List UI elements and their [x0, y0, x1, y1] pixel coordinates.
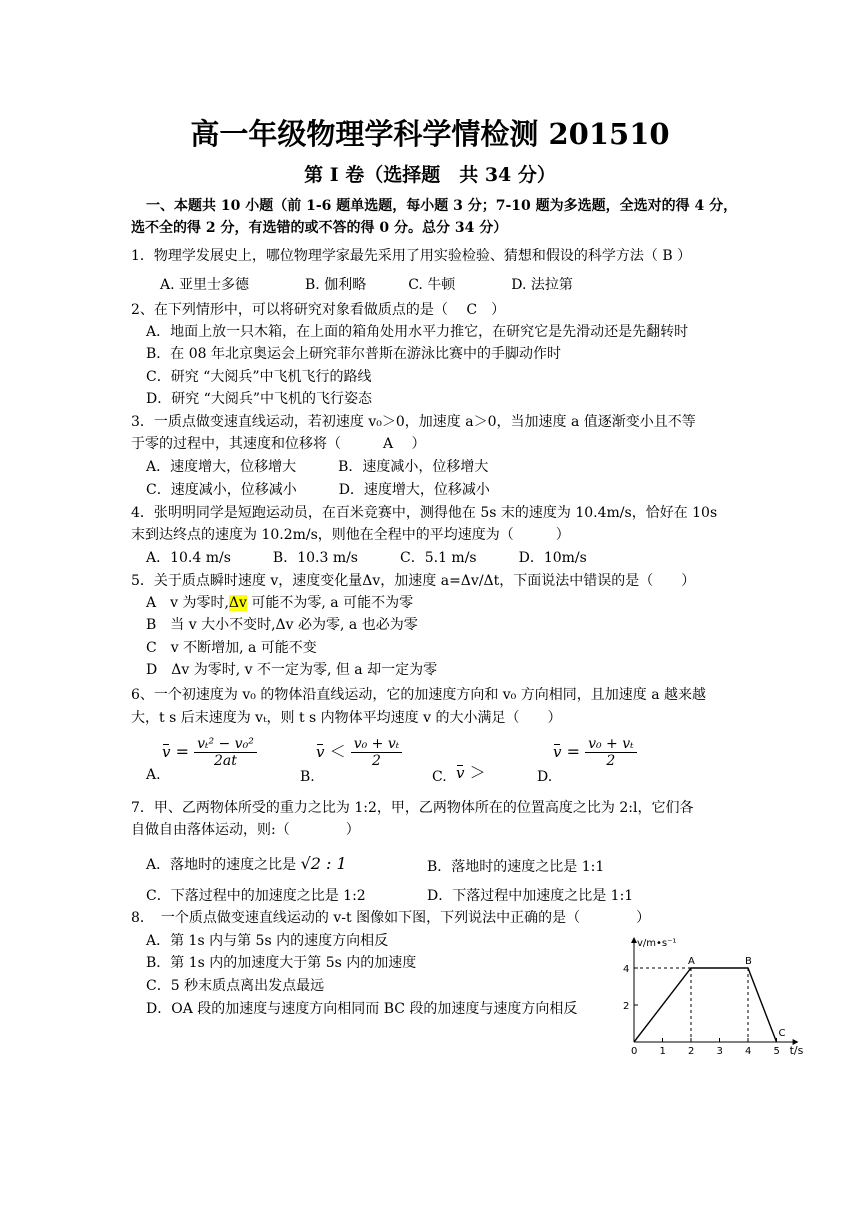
q6-d-den: 2 [606, 753, 616, 769]
x-tick-label: 2 [688, 1046, 695, 1057]
q6-d-fraction [585, 736, 637, 769]
q7-option-a [146, 853, 347, 876]
point-label-c: C [778, 1028, 786, 1039]
q6-c-label: C. [432, 769, 447, 785]
q4-stem-1: 4．张明明同学是短跑运动员，在百米竞赛中，测得他在 5s 末的速度为 10.4m/s，恰好在 10s [131, 505, 718, 521]
q6-vbar: v [162, 743, 171, 761]
q6-b-num: v₀ + vₜ [351, 736, 403, 753]
q6-d-label: D. [537, 769, 553, 785]
q6-eq: = [566, 742, 580, 761]
point-label-b: B [745, 956, 752, 967]
q6-a-fraction [194, 736, 257, 769]
q6-option-b-formula [316, 736, 402, 769]
q8-option-a: A．第 1s 内与第 5s 内的速度方向相反 [146, 933, 389, 949]
q3-stem-2: 于零的过程中，其速度和位移将（ A ） [131, 436, 426, 452]
q3-options-ab: A．速度增大，位移增大 B．速度减小，位移增大 [146, 459, 489, 475]
q6-stem-1: 6、一个初速度为 v₀ 的物体沿直线运动，它的加速度方向和 v₀ 方向相同，且加速度 a 越来越 [131, 687, 706, 703]
q2-stem: 2、在下列情形中，可以将研究对象看做质点的是（ C ） [131, 302, 506, 318]
y-axis-label: v/m•s⁻¹ [637, 938, 677, 949]
x-tick-label: 1 [659, 1046, 666, 1057]
velocity-line [634, 968, 777, 1042]
q6-option-c-formula [456, 760, 486, 783]
q8-option-b: B．第 1s 内的加速度大于第 5s 内的加速度 [146, 955, 417, 971]
q5-option-a-pre: A v 为零时, [146, 595, 229, 611]
q8-option-c: C．5 秒末质点离出发点最远 [146, 978, 325, 994]
q3-options-cd: C．速度减小，位移减小 D．速度增大，位移减小 [146, 482, 490, 498]
q5-option-a [146, 592, 413, 614]
x-tick-label: 4 [745, 1046, 752, 1057]
q8-stem: 8． 一个质点做变速直线运动的 v-t 图像如下图，下列说法中正确的是（ ） [131, 910, 651, 926]
q5-option-d: D Δv 为零时, v 不一定为零, 但 a 却一定为零 [146, 662, 438, 678]
q6-b-fraction [351, 736, 403, 769]
q7-option-d: D．下落过程中加速度之比是 1:1 [427, 888, 634, 904]
y-tick-label: 4 [623, 964, 630, 975]
q4-stem-2: 末到达终点的速度为 10.2m/s，则他在全程中的平均速度为（ ） [131, 527, 570, 543]
q6-option-d-formula [553, 736, 637, 769]
q7-option-b: B．落地时的速度之比是 1:1 [427, 859, 605, 875]
q7-stem-1: 7．甲、乙两物体所受的重力之比为 1:2，甲，乙两物体所在的位置高度之比为 2:l，它们各 [131, 800, 694, 816]
q2-option-d: D．研究 “大阅兵”中飞机的飞行姿态 [146, 391, 372, 407]
q8-option-d: D．OA 段的加速度与速度方向相同而 BC 段的加速度与速度方向相反 [146, 1001, 578, 1017]
q6-a-den: 2at [214, 753, 237, 769]
q6-vbar: v [456, 764, 465, 782]
q5-stem: 5．关于质点瞬时速度 v，速度变化量Δv，加速度 a=Δv/Δt，下面说法中错误的是（ ） [131, 573, 696, 589]
q7-stem-2: 自做自由落体运动，则:（ ） [131, 822, 360, 838]
q2-option-b: B．在 08 年北京奥运会上研究菲尔普斯在游泳比赛中的手脚动作时 [146, 346, 562, 362]
instructions-line-1: 一、本题共 10 小题（前 1-6 题单选题，每小题 3 分；7-10 题为多选题，全选对的得 4 分， [146, 198, 738, 214]
vt-graph [610, 930, 820, 1060]
q6-lt: ＜ [329, 742, 346, 761]
q5-option-b: B 当 v 大小不变时,Δv 必为零, a 也必为零 [146, 617, 418, 633]
q6-b-den: 2 [371, 753, 381, 769]
y-tick-label: 2 [623, 1001, 630, 1012]
q7-option-a-math: √2 : 1 [300, 854, 347, 873]
q6-vbar: v [316, 743, 325, 761]
instructions-line-2: 选不全的得 2 分，有选错的或不答的得 0 分。总分 34 分） [131, 220, 508, 236]
point-label-a: A [688, 956, 695, 967]
q1-options: A. 亚里士多德 B. 伽利略 C. 牛顿 D. 法拉第 [160, 277, 573, 293]
q6-a-label: A. [146, 767, 161, 783]
q6-eq: = [175, 742, 189, 761]
q2-option-c: C．研究 “大阅兵”中飞机飞行的路线 [146, 369, 372, 385]
q1-stem: 1．物理学发展史上，哪位物理学家最先采用了用实验检验、猜想和假设的科学方法（ B ） [131, 248, 692, 264]
q7-option-c: C．下落过程中的加速度之比是 1:2 [146, 888, 366, 904]
page-title: 高一年级物理学科学情检测 201510 [190, 117, 670, 151]
q6-a-num: vₜ² − v₀² [194, 736, 257, 753]
q5-highlight: Δv [228, 595, 247, 611]
q5-option-a-post: 可能不为零, a 可能不为零 [246, 595, 414, 611]
q6-b-label: B. [300, 769, 315, 785]
x-tick-label: 5 [773, 1046, 780, 1057]
q3-stem-1: 3．一质点做变速直线运动，若初速度 v₀＞0，加速度 a＞0，当加速度 a 值逐渐变小且不等 [131, 414, 696, 430]
q2-option-a: A．地面上放一只木箱，在上面的箱角处用水平力推它，在研究它是先滑动还是先翻转时 [146, 324, 689, 340]
x-axis-label: t/s [789, 1044, 804, 1057]
q5-option-c: C v 不断增加, a 可能不变 [146, 640, 317, 656]
section-title: 第 I 卷（选择题 共 34 分） [304, 164, 556, 186]
x-tick-label: 3 [716, 1046, 723, 1057]
q7-option-a-text: A．落地时的速度之比是 [146, 857, 297, 873]
q6-option-a-formula [162, 736, 257, 769]
q6-gt: ＞ [469, 763, 486, 782]
x-tick-label: 0 [631, 1046, 638, 1057]
q4-options: A．10.4 m/s B．10.3 m/s C．5.1 m/s D．10m/s [146, 550, 587, 566]
q6-d-num: v₀ + vₜ [585, 736, 637, 753]
q6-vbar: v [553, 743, 562, 761]
q6-stem-2: 大，t s 后末速度为 vₜ，则 t s 内物体平均速度 v 的大小满足（ ） [131, 710, 562, 726]
